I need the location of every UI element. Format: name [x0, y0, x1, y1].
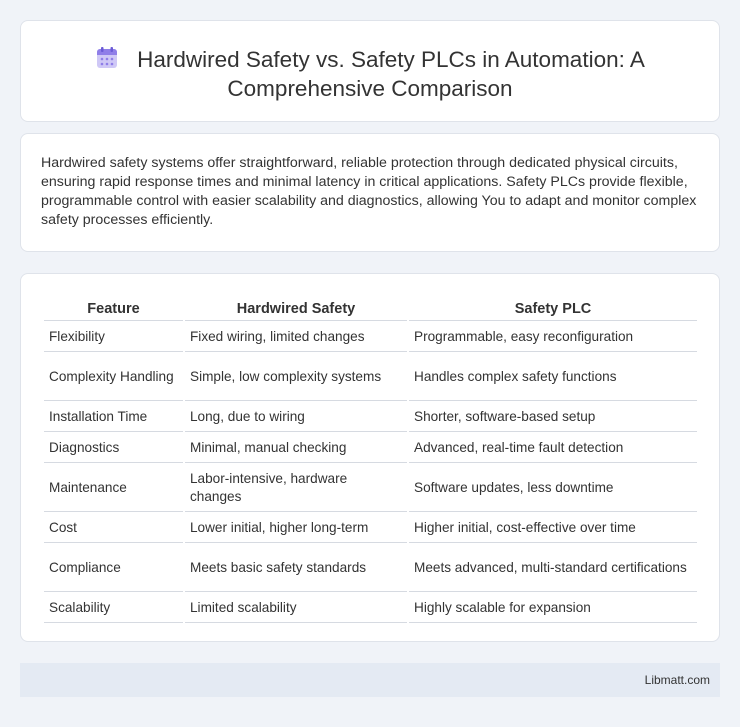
table-row [44, 323, 697, 352]
hardwired-cell: Long, due to wiring [185, 403, 407, 432]
table-row [44, 403, 697, 432]
hardwired-cell: Lower initial, higher long-term [185, 514, 407, 543]
hardwired-cell: Limited scalability [185, 594, 407, 623]
plc-cell: Advanced, real-time fault detection [409, 434, 697, 463]
feature-cell: Scalability [44, 594, 183, 623]
table-row [44, 465, 697, 512]
feature-cell: Installation Time [44, 403, 183, 432]
hardwired-cell: Meets basic safety standards [185, 545, 407, 592]
page-title: Hardwired Safety vs. Safety PLCs in Automation: A Comprehensive Comparison [137, 47, 645, 101]
plc-cell: Handles complex safety functions [409, 354, 697, 401]
header-safety-plc: Safety PLC [409, 296, 697, 321]
plc-cell: Higher initial, cost-effective over time [409, 514, 697, 543]
feature-cell: Compliance [44, 545, 183, 592]
header-hardwired-safety: Hardwired Safety [185, 296, 407, 321]
feature-cell: Flexibility [44, 323, 183, 352]
table-row [44, 354, 697, 401]
title-card [20, 20, 720, 122]
feature-cell: Complexity Handling [44, 354, 183, 401]
hardwired-cell: Labor-intensive, hardware changes [185, 465, 407, 512]
hardwired-cell: Simple, low complexity systems [185, 354, 407, 401]
hardwired-cell: Fixed wiring, limited changes [185, 323, 407, 352]
intro-text: Hardwired safety systems offer straightforward, reliable protection through dedicated physical circuits, ensuring rapid response times and minimal latency in critical applications. Safety PLCs provide flexible, programmable control with easier scalability and diagnostics, allowing You to adapt and monitor complex safety processes efficiently. [41, 155, 697, 228]
feature-cell: Diagnostics [44, 434, 183, 463]
table-row [44, 514, 697, 543]
footer-brand: Libmatt.com [644, 673, 710, 687]
header-feature: Feature [44, 296, 183, 321]
plc-cell: Highly scalable for expansion [409, 594, 697, 623]
feature-cell: Maintenance [44, 465, 183, 512]
table-header-row [44, 296, 697, 321]
plc-cell: Software updates, less downtime [409, 465, 697, 512]
calendar-icon [95, 46, 119, 70]
plc-cell: Meets advanced, multi-standard certifications [409, 545, 697, 592]
page-title-row [21, 45, 719, 103]
table-row [44, 434, 697, 463]
comparison-table [42, 294, 699, 625]
footer-bar [20, 663, 720, 697]
comparison-card [20, 273, 720, 642]
plc-cell: Programmable, easy reconfiguration [409, 323, 697, 352]
plc-cell: Shorter, software-based setup [409, 403, 697, 432]
feature-cell: Cost [44, 514, 183, 543]
intro-card [20, 133, 720, 252]
hardwired-cell: Minimal, manual checking [185, 434, 407, 463]
table-row [44, 594, 697, 623]
table-row [44, 545, 697, 592]
